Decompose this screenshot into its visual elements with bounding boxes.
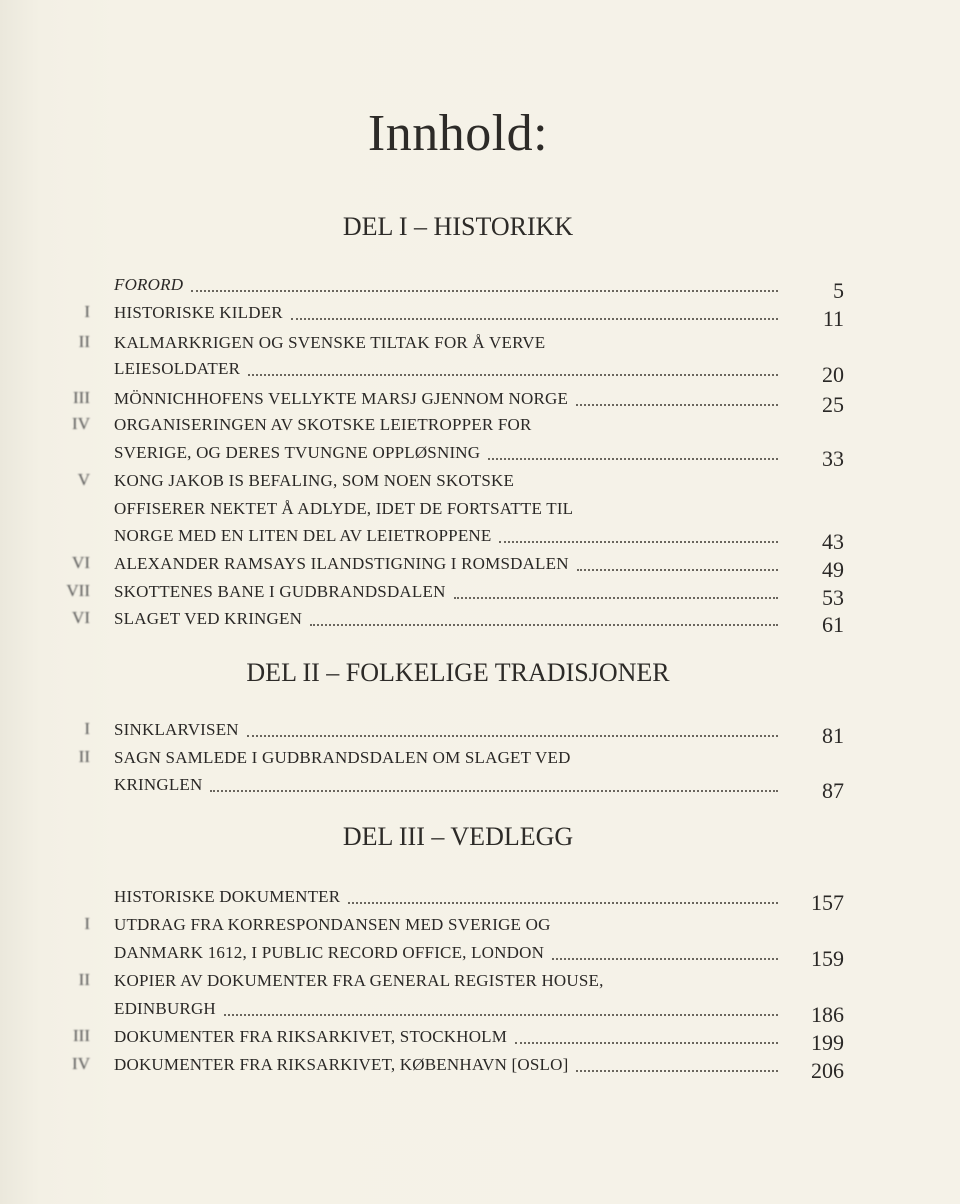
page-number: 159 bbox=[811, 946, 844, 971]
entry-title: KOPIER AV DOKUMENTER FRA GENERAL REGISTER HOUSE, bbox=[114, 971, 604, 990]
part-heading-2: DEL II – FOLKELIGE TRADISJONER bbox=[246, 658, 670, 687]
page-number: 199 bbox=[811, 1030, 844, 1055]
toc-line bbox=[0, 300, 960, 331]
toc-line bbox=[0, 468, 960, 496]
entry-title: HISTORISKE DOKUMENTER bbox=[114, 887, 341, 906]
chapter-number: VI bbox=[72, 608, 90, 627]
toc-line bbox=[0, 496, 960, 524]
entry-title: KONG JAKOB IS BEFALING, SOM NOEN SKOTSKE bbox=[114, 471, 515, 490]
entry-title: OFFISERER NEKTET Å ADLYDE, IDET DE FORTSATTE TIL bbox=[114, 499, 574, 518]
toc-line bbox=[0, 1052, 960, 1083]
part-heading-3: DEL III – VEDLEGG bbox=[342, 822, 574, 851]
entry-title: FORORD bbox=[114, 275, 184, 294]
entry-title: DANMARK 1612, I PUBLIC RECORD OFFICE, LONDON bbox=[114, 943, 545, 962]
page-number: 49 bbox=[822, 557, 844, 582]
toc-line bbox=[0, 523, 960, 554]
page-title: Innhold: bbox=[367, 105, 549, 162]
page-number: 157 bbox=[811, 890, 844, 915]
dot-leader bbox=[515, 1024, 778, 1044]
entry-title: UTDRAG FRA KORRESPONDANSEN MED SVERIGE OG bbox=[114, 915, 551, 934]
page-number: 81 bbox=[822, 723, 844, 748]
toc-line bbox=[0, 272, 960, 303]
toc-line bbox=[0, 772, 960, 803]
toc-line bbox=[0, 412, 960, 440]
chapter-number: IV bbox=[72, 414, 90, 433]
chapter-number: II bbox=[78, 970, 90, 989]
page-number: 87 bbox=[822, 778, 844, 803]
dot-leader bbox=[310, 606, 778, 626]
dot-leader bbox=[291, 300, 778, 320]
toc-line bbox=[0, 968, 960, 996]
entry-title: SVERIGE, OG DERES TVUNGNE OPPLØSNING bbox=[114, 443, 481, 462]
part-heading-1: DEL I – HISTORIKK bbox=[342, 212, 574, 241]
toc-line bbox=[0, 745, 960, 773]
page-number: 11 bbox=[822, 306, 844, 331]
page-number: 20 bbox=[822, 362, 844, 387]
entry-title: LEIESOLDATER bbox=[114, 359, 241, 378]
chapter-number: V bbox=[77, 470, 90, 489]
page-number: 186 bbox=[811, 1002, 844, 1027]
dot-leader bbox=[499, 523, 778, 543]
page-number: 25 bbox=[822, 392, 844, 417]
entry-title: KRINGLEN bbox=[114, 775, 203, 794]
page-number: 206 bbox=[811, 1058, 844, 1083]
entry-title: DOKUMENTER FRA RIKSARKIVET, STOCKHOLM bbox=[114, 1027, 508, 1046]
entry-title: DOKUMENTER FRA RIKSARKIVET, KØBENHAVN [OSLO] bbox=[114, 1055, 569, 1074]
entry-title: HISTORISKE KILDER bbox=[114, 303, 283, 322]
toc-line bbox=[0, 717, 960, 748]
entry-title: SAGN SAMLEDE I GUDBRANDSDALEN OM SLAGET VED bbox=[114, 748, 571, 767]
dot-leader bbox=[210, 772, 778, 792]
dot-leader bbox=[488, 440, 778, 460]
page-number: 5 bbox=[833, 278, 844, 303]
entry-title: ALEXANDER RAMSAYS ILANDSTIGNING I ROMSDALEN bbox=[114, 554, 569, 573]
toc-line bbox=[0, 884, 960, 915]
toc-line bbox=[0, 356, 960, 387]
entry-title: SINKLARVISEN bbox=[114, 720, 239, 739]
entry-title: ORGANISERINGEN AV SKOTSKE LEIETROPPER FOR bbox=[114, 415, 532, 434]
toc-line bbox=[0, 330, 960, 358]
chapter-number: I bbox=[84, 719, 90, 738]
dot-leader bbox=[224, 996, 778, 1016]
dot-leader bbox=[248, 356, 778, 376]
toc-line bbox=[0, 940, 960, 971]
entry-title: SKOTTENES BANE I GUDBRANDSDALEN bbox=[114, 582, 446, 601]
page-number: 53 bbox=[822, 585, 844, 610]
entry-title: KALMARKRIGEN OG SVENSKE TILTAK FOR Å VERVE bbox=[114, 333, 546, 352]
chapter-number: II bbox=[78, 332, 90, 351]
toc-line bbox=[0, 912, 960, 940]
dot-leader bbox=[576, 1052, 778, 1072]
chapter-number: IV bbox=[72, 1054, 90, 1073]
dot-leader bbox=[552, 940, 778, 960]
toc-line bbox=[0, 606, 960, 637]
dot-leader bbox=[577, 551, 778, 571]
page-number: 33 bbox=[822, 446, 844, 471]
page-number: 43 bbox=[822, 529, 844, 554]
chapter-number: II bbox=[78, 747, 90, 766]
toc-line bbox=[0, 440, 960, 471]
toc-line bbox=[0, 579, 960, 610]
page-number: 61 bbox=[822, 612, 844, 637]
dot-leader bbox=[191, 272, 778, 292]
dot-leader bbox=[454, 579, 778, 599]
entry-title: MÖNNICHHOFENS VELLYKTE MARSJ GJENNOM NORGE bbox=[114, 389, 569, 408]
toc-line bbox=[0, 551, 960, 582]
toc-line bbox=[0, 1024, 960, 1055]
entry-title: EDINBURGH bbox=[114, 999, 216, 1018]
toc-line bbox=[0, 996, 960, 1027]
chapter-number: I bbox=[84, 914, 90, 933]
chapter-number: VII bbox=[66, 581, 90, 600]
dot-leader bbox=[576, 386, 778, 406]
chapter-number: VI bbox=[72, 553, 90, 572]
entry-title: SLAGET VED KRINGEN bbox=[114, 609, 303, 628]
dot-leader bbox=[348, 884, 778, 904]
toc-line bbox=[0, 386, 960, 417]
dot-leader bbox=[247, 717, 778, 737]
chapter-number: I bbox=[84, 302, 90, 321]
entry-title: NORGE MED EN LITEN DEL AV LEIETROPPENE bbox=[114, 526, 492, 545]
chapter-number: III bbox=[73, 388, 90, 407]
chapter-number: III bbox=[73, 1026, 90, 1045]
